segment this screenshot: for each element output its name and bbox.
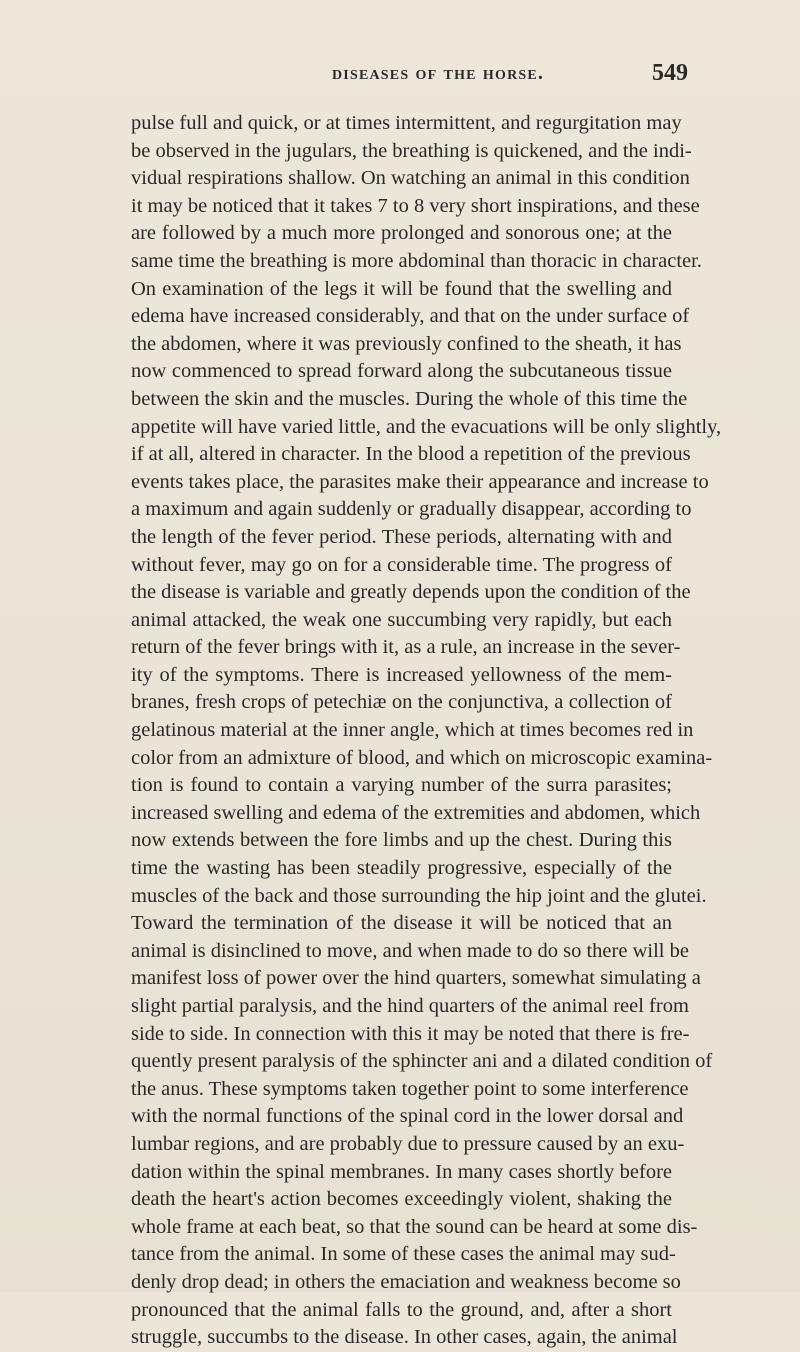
text-line: branes, fresh crops of petechiæ on the conjunctiva, a collection of xyxy=(131,691,672,714)
text-line: struggle, succumbs to the disease. In other cases, again, the animal xyxy=(131,1326,678,1349)
text-line: lumbar regions, and are probably due to pressure caused by an exu- xyxy=(131,1132,685,1155)
text-line: without fever, may go on for a considerable time. The progress of xyxy=(131,553,672,576)
text-line: the abdomen, where it was previously confined to the sheath, it has xyxy=(131,332,682,355)
text-line: tion is found to contain a varying number of the surra parasites; xyxy=(131,774,672,797)
text-line: edema have increased considerably, and that on the under surface of xyxy=(131,305,690,328)
text-line: if at all, altered in character. In the blood a repetition of the previous xyxy=(131,443,691,466)
text-line: are followed by a much more prolonged and sonorous one; at the xyxy=(131,222,672,245)
text-line: be observed in the jugulars, the breathing is quickened, and the indi- xyxy=(131,139,692,162)
text-line: Toward the termination of the disease it will be noticed that an xyxy=(131,912,672,935)
text-line: now extends between the fore limbs and up the chest. During this xyxy=(131,829,672,852)
text-line: quently present paralysis of the sphincter ani and a dilated condition of xyxy=(131,1050,713,1073)
text-line: now commenced to spread forward along the subcutaneous tissue xyxy=(131,360,672,383)
text-line: pronounced that the animal falls to the ground, and, after a short xyxy=(131,1298,672,1321)
text-line: ity of the symptoms. There is increased yellowness of the mem- xyxy=(131,663,672,686)
text-line: pulse full and quick, or at times intermittent, and regurgitation may xyxy=(131,112,682,134)
text-line: a maximum and again suddenly or gradually disappear, according to xyxy=(131,498,692,521)
text-line: it may be noticed that it takes 7 to 8 very short inspirations, and these xyxy=(131,194,700,217)
text-line: side to side. In connection with this it may be noted that there is fre- xyxy=(131,1022,690,1045)
text-line: denly drop dead; in others the emaciation and weakness become so xyxy=(131,1270,681,1293)
text-line: vidual respirations shallow. On watching an animal in this condition xyxy=(131,167,690,190)
running-head: diseases of the horse. xyxy=(332,62,545,84)
text-line: appetite will have varied little, and the evacuations will be only slightly, xyxy=(131,415,722,438)
text-line: with the normal functions of the spinal cord in the lower dorsal and xyxy=(131,1105,684,1128)
text-line: events takes place, the parasites make their appearance and increase to xyxy=(131,470,709,493)
text-line: between the skin and the muscles. During the whole of this time the xyxy=(131,387,688,410)
text-line: On examination of the legs it will be found that the swelling and xyxy=(131,277,672,300)
text-line: the disease is variable and greatly depends upon the condition of the xyxy=(131,581,691,604)
text-line: time the wasting has been steadily progressive, especially of the xyxy=(131,857,672,880)
text-line: color from an admixture of blood, and which on microscopic examina- xyxy=(131,746,713,769)
text-line: the anus. These symptoms taken together point to some interference xyxy=(131,1077,689,1100)
text-line: death the heart's action becomes exceedingly violent, shaking the xyxy=(131,1188,672,1211)
text-line: whole frame at each beat, so that the sound can be heard at some dis- xyxy=(131,1215,698,1238)
text-line: return of the fever brings with it, as a rule, an increase in the sever- xyxy=(131,636,681,659)
text-line: increased swelling and edema of the extremities and abdomen, which xyxy=(131,801,701,824)
page-number: 549 xyxy=(652,60,688,86)
text-line: animal attacked, the weak one succumbing very rapidly, but each xyxy=(131,608,672,631)
body-text xyxy=(131,110,722,1352)
page-header xyxy=(0,62,800,92)
text-line: tance from the animal. In some of these cases the animal may sud- xyxy=(131,1243,676,1266)
text-line: muscles of the back and those surrounding the hip joint and the glutei. xyxy=(131,884,707,907)
text-line: manifest loss of power over the hind quarters, somewhat simulating a xyxy=(131,967,701,990)
text-line: same time the breathing is more abdominal than thoracic in character. xyxy=(131,249,702,272)
text-line: slight partial paralysis, and the hind quarters of the animal reel from xyxy=(131,995,689,1017)
text-line: animal is disinclined to move, and when made to do so there will be xyxy=(131,939,689,962)
text-line: the length of the fever period. These periods, alternating with and xyxy=(131,525,672,548)
text-line: gelatinous material at the inner angle, which at times becomes red in xyxy=(131,719,694,742)
text-line: dation within the spinal membranes. In many cases shortly before xyxy=(131,1160,672,1183)
